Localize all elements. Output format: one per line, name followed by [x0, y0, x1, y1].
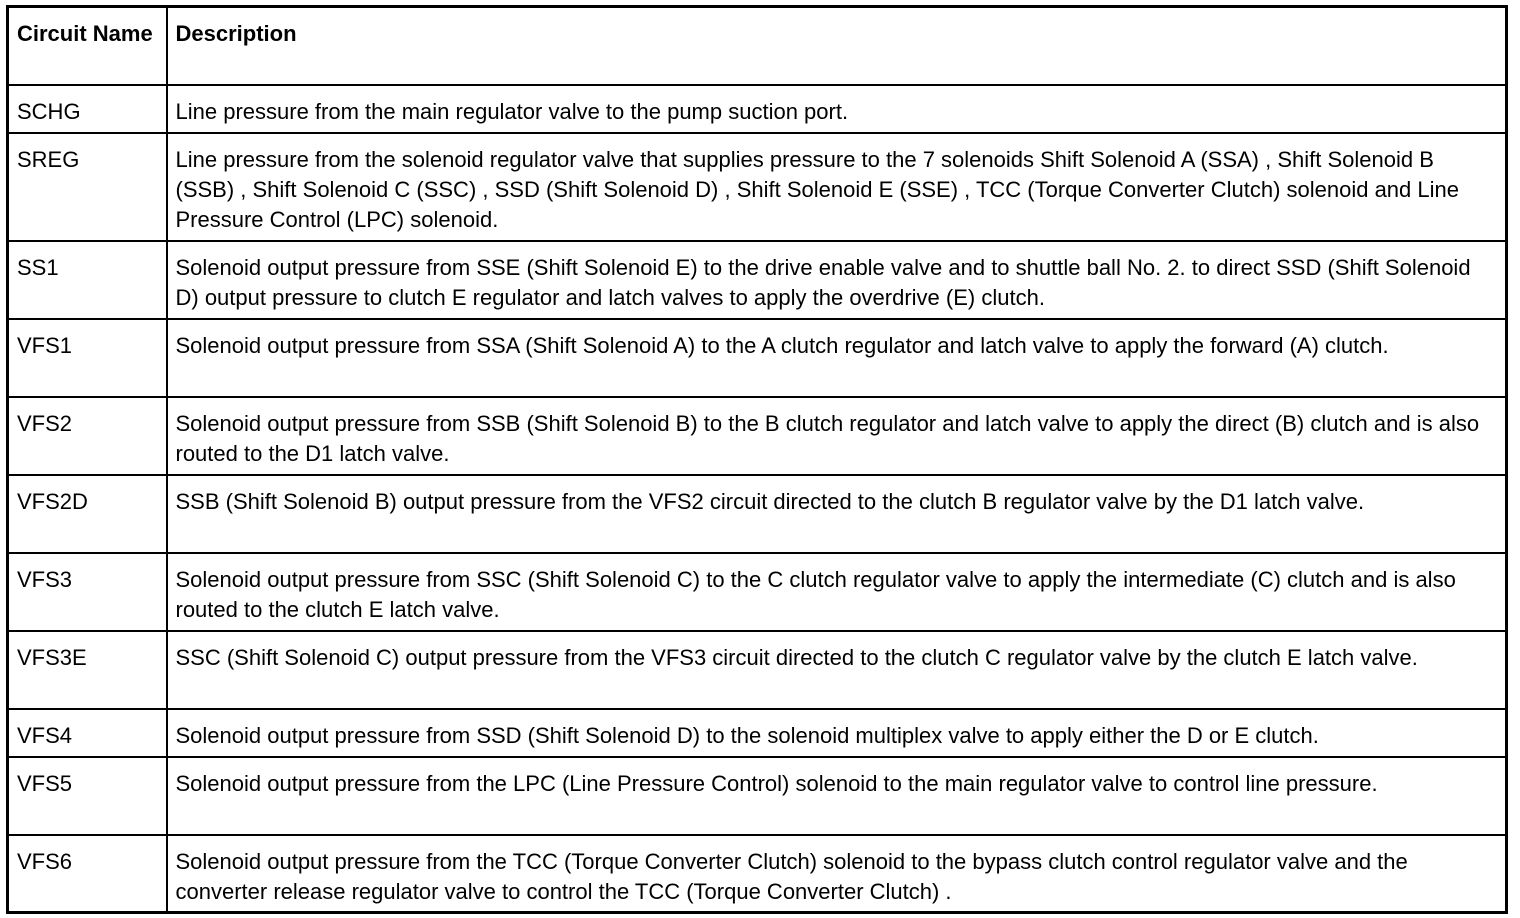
circuit-name-cell: VFS3	[8, 553, 167, 631]
circuit-name-cell: VFS2	[8, 397, 167, 475]
description-cell: Solenoid output pressure from SSE (Shift Solenoid E) to the drive enable valve and to shuttle ball No. 2. to direct SSD (Shift Solenoid D) output pressure to clutch E regulator and latch valves to apply the overdrive (E) clutch.	[167, 241, 1507, 319]
table-header-row	[8, 7, 1507, 85]
circuit-name-cell: SS1	[8, 241, 167, 319]
description-cell: Line pressure from the solenoid regulator valve that supplies pressure to the 7 solenoids Shift Solenoid A (SSA) , Shift Solenoid B (SSB) , Shift Solenoid C (SSC) , SSD (Shift Solenoid D) , Shift Solenoid E (SSE) , TCC (Torque Converter Clutch) solenoid and Line Pressure Control (LPC) solenoid.	[167, 133, 1507, 241]
table-row	[8, 631, 1507, 709]
description-cell: SSB (Shift Solenoid B) output pressure from the VFS2 circuit directed to the clutch B regulator valve by the D1 latch valve.	[167, 475, 1507, 553]
table-row	[8, 397, 1507, 475]
description-cell: Line pressure from the main regulator valve to the pump suction port.	[167, 85, 1507, 133]
table-row	[8, 133, 1507, 241]
description-cell: Solenoid output pressure from the LPC (Line Pressure Control) solenoid to the main regulator valve to control line pressure.	[167, 757, 1507, 835]
table-row	[8, 757, 1507, 835]
table-row	[8, 319, 1507, 397]
table-row	[8, 709, 1507, 757]
description-cell: Solenoid output pressure from SSB (Shift Solenoid B) to the B clutch regulator and latch valve to apply the direct (B) clutch and is also routed to the D1 latch valve.	[167, 397, 1507, 475]
description-cell: Solenoid output pressure from SSD (Shift Solenoid D) to the solenoid multiplex valve to apply either the D or E clutch.	[167, 709, 1507, 757]
description-cell: SSC (Shift Solenoid C) output pressure from the VFS3 circuit directed to the clutch C regulator valve by the clutch E latch valve.	[167, 631, 1507, 709]
table-row	[8, 85, 1507, 133]
table-row	[8, 553, 1507, 631]
circuit-name-cell: SCHG	[8, 85, 167, 133]
circuit-name-cell: VFS1	[8, 319, 167, 397]
circuit-name-cell: VFS3E	[8, 631, 167, 709]
circuit-name-cell: VFS2D	[8, 475, 167, 553]
circuit-name-cell: VFS5	[8, 757, 167, 835]
circuit-description-table	[6, 5, 1508, 914]
table-row	[8, 475, 1507, 553]
table-row	[8, 835, 1507, 913]
description-cell: Solenoid output pressure from the TCC (Torque Converter Clutch) solenoid to the bypass clutch control regulator valve and the converter release regulator valve to control the TCC (Torque Converter Clutch) .	[167, 835, 1507, 913]
table-row	[8, 241, 1507, 319]
circuit-name-cell: VFS4	[8, 709, 167, 757]
circuit-name-cell: SREG	[8, 133, 167, 241]
header-description: Description	[167, 7, 1507, 85]
header-circuit-name: Circuit Name	[8, 7, 167, 85]
description-cell: Solenoid output pressure from SSC (Shift Solenoid C) to the C clutch regulator valve to apply the intermediate (C) clutch and is also routed to the clutch E latch valve.	[167, 553, 1507, 631]
circuit-name-cell: VFS6	[8, 835, 167, 913]
description-cell: Solenoid output pressure from SSA (Shift Solenoid A) to the A clutch regulator and latch valve to apply the forward (A) clutch.	[167, 319, 1507, 397]
